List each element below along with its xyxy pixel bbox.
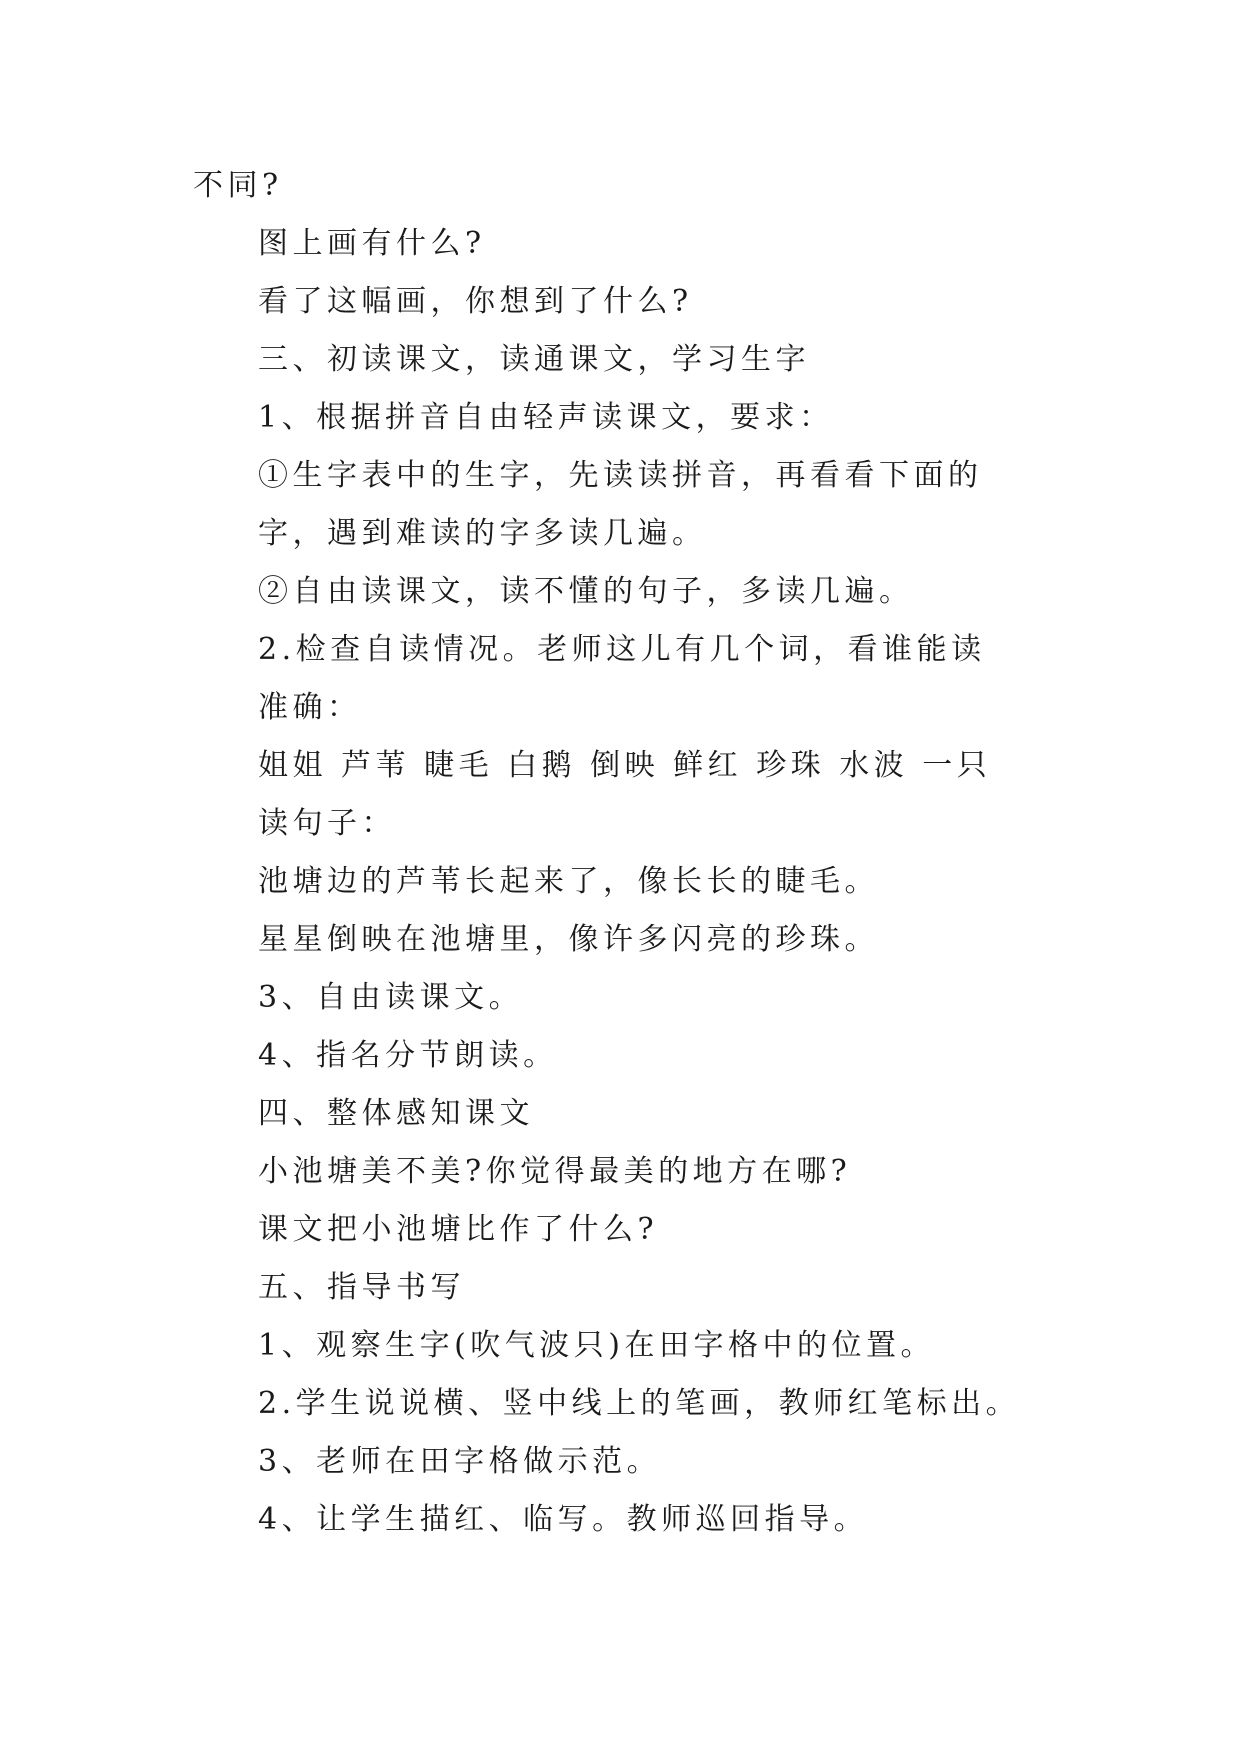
text-line: 图上画有什么? — [258, 226, 486, 261]
word-list: 姐姐 芦苇 睫毛 白鹅 倒映 鲜红 珍珠 水波 一只 — [258, 748, 992, 783]
text-line: ①生字表中的生字，先读读拼音，再看看下面的 — [258, 458, 983, 493]
text-line: 不同? — [193, 168, 283, 203]
section-heading: 四、整体感知课文 — [258, 1096, 534, 1131]
text-line: 课文把小池塘比作了什么? — [258, 1212, 659, 1247]
text-line: 4、指名分节朗读。 — [258, 1038, 558, 1073]
text-line: 1、根据拼音自由轻声读课文，要求： — [258, 400, 834, 435]
section-heading: 五、指导书写 — [258, 1270, 465, 1305]
text-line: 池塘边的芦苇长起来了，像长长的睫毛。 — [258, 864, 879, 899]
text-line: ②自由读课文，读不懂的句子，多读几遍。 — [258, 574, 914, 609]
text-line: 准确： — [258, 690, 362, 725]
text-line: 4、让学生描红、临写。教师巡回指导。 — [258, 1502, 869, 1537]
text-line: 看了这幅画，你想到了什么? — [258, 284, 693, 319]
text-line: 读句子： — [258, 806, 396, 841]
text-line: 1、观察生字(吹气波只)在田字格中的位置。 — [258, 1328, 935, 1363]
text-line: 星星倒映在池塘里，像许多闪亮的珍珠。 — [258, 922, 879, 957]
text-line: 2.学生说说横、竖中线上的笔画，教师红笔标出。 — [258, 1386, 1021, 1421]
text-line: 字，遇到难读的字多读几遍。 — [258, 516, 707, 551]
text-line: 3、自由读课文。 — [258, 980, 524, 1015]
text-line: 小池塘美不美?你觉得最美的地方在哪? — [258, 1154, 852, 1189]
section-heading: 三、初读课文，读通课文，学习生字 — [258, 342, 810, 377]
text-line: 2.检查自读情况。老师这儿有几个词，看谁能读 — [258, 632, 986, 667]
text-line: 3、老师在田字格做示范。 — [258, 1444, 662, 1479]
